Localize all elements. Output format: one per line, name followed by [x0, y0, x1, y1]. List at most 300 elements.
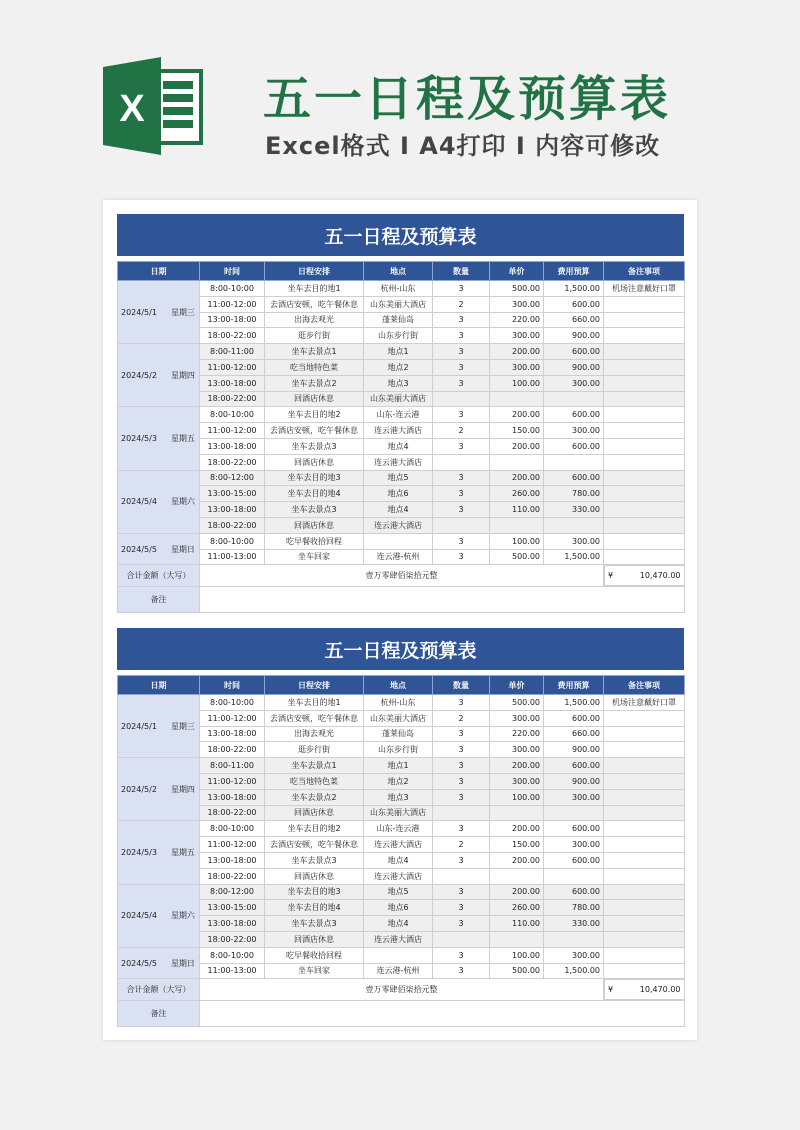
budget-cell[interactable]: 600.00 [544, 710, 604, 726]
qty-cell[interactable] [433, 868, 490, 884]
place-cell[interactable] [364, 533, 433, 549]
qty-cell[interactable] [433, 805, 490, 821]
qty-cell[interactable]: 3 [433, 773, 490, 789]
table-row [118, 726, 685, 742]
table-row [118, 868, 685, 884]
price-cell[interactable]: 200.00 [490, 438, 544, 454]
budget-table [117, 261, 685, 613]
place-cell[interactable]: 连云港大酒店 [364, 931, 433, 947]
column-header: 地点 [364, 262, 433, 281]
budget-cell[interactable]: 300.00 [544, 423, 604, 439]
banner-subtitle: Excel格式 I A4打印 I 内容可修改 [265, 132, 661, 160]
qty-cell[interactable]: 3 [433, 281, 490, 297]
qty-cell[interactable]: 3 [433, 884, 490, 900]
time-cell[interactable]: 11:00-12:00 [200, 837, 265, 853]
remark-cell[interactable] [604, 407, 685, 423]
schedule-cell[interactable]: 坐车去景点2 [265, 375, 364, 391]
qty-cell[interactable]: 3 [433, 312, 490, 328]
budget-cell[interactable]: 330.00 [544, 916, 604, 932]
price-cell[interactable] [490, 454, 544, 470]
schedule-cell[interactable]: 坐车去景点3 [265, 438, 364, 454]
schedule-cell[interactable]: 吃早餐收拾回程 [265, 947, 364, 963]
time-cell[interactable]: 13:00-18:00 [200, 852, 265, 868]
price-cell[interactable] [490, 805, 544, 821]
price-cell[interactable]: 100.00 [490, 789, 544, 805]
notes-label: 备注 [118, 587, 200, 613]
total-words[interactable]: 壹万零肆佰柒拾元整 [200, 565, 604, 587]
qty-cell[interactable]: 3 [433, 758, 490, 774]
total-row [118, 979, 685, 1001]
schedule-cell[interactable]: 吃当地特色菜 [265, 773, 364, 789]
total-amount-cell[interactable] [604, 979, 685, 1000]
budget-cell[interactable]: 600.00 [544, 852, 604, 868]
place-cell[interactable]: 连云港大酒店 [364, 423, 433, 439]
budget-cell[interactable]: 600.00 [544, 884, 604, 900]
place-cell[interactable]: 山东步行街 [364, 742, 433, 758]
schedule-cell[interactable]: 坐车回家 [265, 963, 364, 979]
qty-cell[interactable]: 2 [433, 296, 490, 312]
place-cell[interactable]: 地点6 [364, 900, 433, 916]
schedule-cell[interactable]: 回酒店休息 [265, 391, 364, 407]
remark-cell[interactable] [604, 821, 685, 837]
schedule-cell[interactable]: 坐车去景点3 [265, 502, 364, 518]
date-cell[interactable] [118, 947, 200, 979]
qty-cell[interactable]: 3 [433, 916, 490, 932]
place-cell[interactable]: 连云港-杭州 [364, 549, 433, 565]
price-cell[interactable]: 100.00 [490, 947, 544, 963]
column-header: 日期 [118, 262, 200, 281]
time-cell[interactable]: 11:00-12:00 [200, 359, 265, 375]
place-cell[interactable]: 地点5 [364, 470, 433, 486]
price-cell[interactable] [490, 517, 544, 533]
budget-sheet-1 [117, 214, 684, 613]
time-cell[interactable]: 13:00-18:00 [200, 502, 265, 518]
qty-cell[interactable]: 3 [433, 486, 490, 502]
time-cell[interactable]: 13:00-15:00 [200, 486, 265, 502]
remark-cell[interactable] [604, 454, 685, 470]
table-row [118, 758, 685, 774]
price-cell[interactable]: 200.00 [490, 758, 544, 774]
schedule-cell[interactable]: 吃当地特色菜 [265, 359, 364, 375]
budget-cell[interactable]: 300.00 [544, 533, 604, 549]
schedule-cell[interactable]: 坐车去目的地3 [265, 470, 364, 486]
budget-cell[interactable]: 780.00 [544, 486, 604, 502]
qty-cell[interactable] [433, 454, 490, 470]
remark-cell[interactable] [604, 344, 685, 360]
price-cell[interactable]: 110.00 [490, 502, 544, 518]
remark-cell[interactable] [604, 931, 685, 947]
date-cell[interactable] [118, 884, 200, 947]
time-cell[interactable]: 8:00-11:00 [200, 758, 265, 774]
budget-cell[interactable] [544, 517, 604, 533]
remark-cell[interactable] [604, 312, 685, 328]
total-amount-cell[interactable] [604, 565, 685, 586]
remark-cell[interactable]: 机场注意戴好口罩 [604, 695, 685, 711]
price-cell[interactable]: 300.00 [490, 773, 544, 789]
schedule-cell[interactable]: 坐车去景点1 [265, 344, 364, 360]
qty-cell[interactable]: 3 [433, 821, 490, 837]
table-row [118, 438, 685, 454]
place-cell[interactable]: 连云港大酒店 [364, 517, 433, 533]
price-cell[interactable]: 200.00 [490, 821, 544, 837]
qty-cell[interactable]: 3 [433, 470, 490, 486]
price-cell[interactable]: 200.00 [490, 344, 544, 360]
time-cell[interactable]: 13:00-18:00 [200, 916, 265, 932]
remark-cell[interactable] [604, 710, 685, 726]
remark-cell[interactable] [604, 868, 685, 884]
place-cell[interactable]: 地点3 [364, 789, 433, 805]
remark-cell[interactable] [604, 789, 685, 805]
place-cell[interactable]: 蓬莱仙岛 [364, 312, 433, 328]
schedule-cell[interactable]: 去酒店安顿，吃午餐休息 [265, 710, 364, 726]
time-cell[interactable]: 18:00-22:00 [200, 805, 265, 821]
place-cell[interactable]: 连云港大酒店 [364, 837, 433, 853]
price-cell[interactable]: 500.00 [490, 281, 544, 297]
qty-cell[interactable]: 3 [433, 742, 490, 758]
remark-cell[interactable] [604, 852, 685, 868]
date-cell[interactable] [118, 695, 200, 758]
time-cell[interactable]: 18:00-22:00 [200, 391, 265, 407]
column-header: 数量 [433, 676, 490, 695]
schedule-cell[interactable]: 回酒店休息 [265, 868, 364, 884]
budget-cell[interactable]: 300.00 [544, 375, 604, 391]
date-value: 2024/5/1 [121, 307, 157, 317]
schedule-cell[interactable]: 坐车回家 [265, 549, 364, 565]
qty-cell[interactable]: 2 [433, 837, 490, 853]
column-header: 时间 [200, 262, 265, 281]
remark-cell[interactable] [604, 947, 685, 963]
time-cell[interactable]: 8:00-11:00 [200, 344, 265, 360]
schedule-cell[interactable]: 坐车去景点2 [265, 789, 364, 805]
time-cell[interactable]: 11:00-13:00 [200, 963, 265, 979]
remark-cell[interactable] [604, 375, 685, 391]
place-cell[interactable]: 山东步行街 [364, 328, 433, 344]
time-cell[interactable]: 11:00-12:00 [200, 710, 265, 726]
remark-cell[interactable] [604, 470, 685, 486]
remark-cell[interactable] [604, 517, 685, 533]
time-cell[interactable]: 18:00-22:00 [200, 328, 265, 344]
budget-cell[interactable]: 600.00 [544, 296, 604, 312]
qty-cell[interactable] [433, 517, 490, 533]
budget-cell[interactable]: 900.00 [544, 328, 604, 344]
time-cell[interactable]: 11:00-12:00 [200, 296, 265, 312]
schedule-cell[interactable]: 坐车去景点3 [265, 852, 364, 868]
schedule-cell[interactable]: 回酒店休息 [265, 517, 364, 533]
remark-cell[interactable] [604, 726, 685, 742]
date-value: 2024/5/2 [121, 370, 157, 380]
table-row [118, 963, 685, 979]
place-cell[interactable]: 连云港大酒店 [364, 868, 433, 884]
remark-cell[interactable] [604, 773, 685, 789]
place-cell[interactable]: 地点4 [364, 916, 433, 932]
price-cell[interactable]: 220.00 [490, 726, 544, 742]
qty-cell[interactable] [433, 931, 490, 947]
budget-cell[interactable]: 600.00 [544, 344, 604, 360]
price-cell[interactable]: 220.00 [490, 312, 544, 328]
place-cell[interactable]: 地点3 [364, 375, 433, 391]
time-cell[interactable]: 8:00-10:00 [200, 407, 265, 423]
qty-cell[interactable] [433, 391, 490, 407]
place-cell[interactable]: 地点1 [364, 758, 433, 774]
price-cell[interactable]: 200.00 [490, 407, 544, 423]
price-cell[interactable] [490, 391, 544, 407]
time-cell[interactable]: 13:00-18:00 [200, 375, 265, 391]
schedule-cell[interactable]: 逛步行街 [265, 328, 364, 344]
qty-cell[interactable]: 3 [433, 549, 490, 565]
time-cell[interactable]: 8:00-10:00 [200, 533, 265, 549]
price-cell[interactable] [490, 931, 544, 947]
date-cell[interactable] [118, 407, 200, 470]
budget-cell[interactable]: 600.00 [544, 470, 604, 486]
date-cell[interactable] [118, 533, 200, 565]
budget-cell[interactable]: 600.00 [544, 438, 604, 454]
schedule-cell[interactable]: 出海去观光 [265, 726, 364, 742]
remark-cell[interactable] [604, 359, 685, 375]
time-cell[interactable]: 18:00-22:00 [200, 931, 265, 947]
date-cell[interactable] [118, 344, 200, 407]
remark-cell[interactable]: 机场注意戴好口罩 [604, 281, 685, 297]
remark-cell[interactable] [604, 391, 685, 407]
place-cell[interactable]: 地点4 [364, 502, 433, 518]
budget-cell[interactable]: 900.00 [544, 773, 604, 789]
time-cell[interactable]: 11:00-13:00 [200, 549, 265, 565]
table-row [118, 916, 685, 932]
price-cell[interactable]: 300.00 [490, 359, 544, 375]
place-cell[interactable]: 山东-连云港 [364, 821, 433, 837]
time-cell[interactable]: 18:00-22:00 [200, 454, 265, 470]
price-cell[interactable]: 110.00 [490, 916, 544, 932]
place-cell[interactable]: 地点5 [364, 884, 433, 900]
table-row [118, 900, 685, 916]
place-cell[interactable] [364, 947, 433, 963]
place-cell[interactable]: 连云港-杭州 [364, 963, 433, 979]
weekday-value: 星期日 [170, 958, 195, 968]
place-cell[interactable]: 地点4 [364, 852, 433, 868]
price-cell[interactable]: 300.00 [490, 710, 544, 726]
date-cell[interactable] [118, 758, 200, 821]
weekday-value: 星期五 [170, 847, 195, 857]
place-cell[interactable]: 杭州-山东 [364, 281, 433, 297]
qty-cell[interactable]: 3 [433, 328, 490, 344]
schedule-cell[interactable]: 去酒店安顿，吃午餐休息 [265, 296, 364, 312]
budget-cell[interactable]: 600.00 [544, 821, 604, 837]
schedule-cell[interactable]: 坐车去目的地4 [265, 900, 364, 916]
budget-cell[interactable]: 660.00 [544, 312, 604, 328]
time-cell[interactable]: 8:00-12:00 [200, 470, 265, 486]
table-row [118, 407, 685, 423]
budget-cell[interactable] [544, 391, 604, 407]
remark-cell[interactable] [604, 549, 685, 565]
budget-cell[interactable] [544, 868, 604, 884]
budget-cell[interactable]: 300.00 [544, 789, 604, 805]
budget-cell[interactable]: 1,500.00 [544, 963, 604, 979]
remark-cell[interactable] [604, 884, 685, 900]
place-cell[interactable]: 连云港大酒店 [364, 454, 433, 470]
qty-cell[interactable]: 3 [433, 963, 490, 979]
column-header: 日程安排 [265, 262, 364, 281]
place-cell[interactable]: 地点6 [364, 486, 433, 502]
schedule-cell[interactable]: 回酒店休息 [265, 805, 364, 821]
remark-cell[interactable] [604, 837, 685, 853]
price-cell[interactable]: 200.00 [490, 884, 544, 900]
place-cell[interactable]: 地点2 [364, 773, 433, 789]
time-cell[interactable]: 18:00-22:00 [200, 517, 265, 533]
time-cell[interactable]: 13:00-15:00 [200, 900, 265, 916]
schedule-cell[interactable]: 坐车去目的地2 [265, 407, 364, 423]
budget-cell[interactable]: 600.00 [544, 758, 604, 774]
qty-cell[interactable]: 3 [433, 789, 490, 805]
budget-cell[interactable]: 300.00 [544, 947, 604, 963]
time-cell[interactable]: 13:00-18:00 [200, 726, 265, 742]
header-row [118, 676, 685, 695]
budget-cell[interactable]: 780.00 [544, 900, 604, 916]
qty-cell[interactable]: 3 [433, 900, 490, 916]
remark-cell[interactable] [604, 486, 685, 502]
schedule-cell[interactable]: 回酒店休息 [265, 454, 364, 470]
qty-cell[interactable]: 3 [433, 375, 490, 391]
budget-cell[interactable]: 900.00 [544, 742, 604, 758]
remark-cell[interactable] [604, 963, 685, 979]
time-cell[interactable]: 13:00-18:00 [200, 789, 265, 805]
date-cell[interactable] [118, 281, 200, 344]
time-cell[interactable]: 8:00-10:00 [200, 695, 265, 711]
qty-cell[interactable]: 3 [433, 344, 490, 360]
place-cell[interactable]: 山东美丽大酒店 [364, 296, 433, 312]
schedule-cell[interactable]: 坐车去目的地1 [265, 281, 364, 297]
qty-cell[interactable]: 3 [433, 359, 490, 375]
schedule-cell[interactable]: 去酒店安顿，吃午餐休息 [265, 423, 364, 439]
qty-cell[interactable]: 3 [433, 407, 490, 423]
time-cell[interactable]: 8:00-10:00 [200, 947, 265, 963]
table-row [118, 533, 685, 549]
time-cell[interactable]: 8:00-12:00 [200, 884, 265, 900]
price-cell[interactable]: 500.00 [490, 695, 544, 711]
price-cell[interactable]: 100.00 [490, 375, 544, 391]
time-cell[interactable]: 18:00-22:00 [200, 742, 265, 758]
remark-cell[interactable] [604, 438, 685, 454]
budget-cell[interactable] [544, 931, 604, 947]
table-row [118, 344, 685, 360]
time-cell[interactable]: 13:00-18:00 [200, 312, 265, 328]
notes-input[interactable] [200, 587, 685, 613]
time-cell[interactable]: 8:00-10:00 [200, 821, 265, 837]
budget-cell[interactable]: 300.00 [544, 837, 604, 853]
place-cell[interactable]: 蓬莱仙岛 [364, 726, 433, 742]
qty-cell[interactable]: 3 [433, 438, 490, 454]
schedule-cell[interactable]: 坐车去目的地2 [265, 821, 364, 837]
remark-cell[interactable] [604, 296, 685, 312]
remark-cell[interactable] [604, 758, 685, 774]
table-row [118, 502, 685, 518]
schedule-cell[interactable]: 坐车去目的地3 [265, 884, 364, 900]
budget-cell[interactable]: 330.00 [544, 502, 604, 518]
notes-row [118, 1001, 685, 1027]
remark-cell[interactable] [604, 900, 685, 916]
column-header: 数量 [433, 262, 490, 281]
time-cell[interactable]: 18:00-22:00 [200, 868, 265, 884]
table-row [118, 805, 685, 821]
total-words[interactable]: 壹万零肆佰柒拾元整 [200, 979, 604, 1001]
budget-cell[interactable]: 1,500.00 [544, 695, 604, 711]
date-cell[interactable] [118, 470, 200, 533]
schedule-cell[interactable]: 逛步行街 [265, 742, 364, 758]
time-cell[interactable]: 11:00-12:00 [200, 773, 265, 789]
schedule-cell[interactable]: 坐车去景点1 [265, 758, 364, 774]
notes-input[interactable] [200, 1001, 685, 1027]
place-cell[interactable]: 地点1 [364, 344, 433, 360]
price-cell[interactable]: 500.00 [490, 549, 544, 565]
price-cell[interactable]: 150.00 [490, 837, 544, 853]
qty-cell[interactable]: 3 [433, 947, 490, 963]
schedule-cell[interactable]: 吃早餐收拾回程 [265, 533, 364, 549]
time-cell[interactable]: 11:00-12:00 [200, 423, 265, 439]
schedule-cell[interactable]: 回酒店休息 [265, 931, 364, 947]
price-cell[interactable] [490, 868, 544, 884]
remark-cell[interactable] [604, 502, 685, 518]
price-cell[interactable]: 100.00 [490, 533, 544, 549]
budget-cell[interactable] [544, 805, 604, 821]
date-cell[interactable] [118, 821, 200, 884]
time-cell[interactable]: 13:00-18:00 [200, 438, 265, 454]
price-cell[interactable]: 300.00 [490, 328, 544, 344]
total-amount: 10,470.00 [639, 985, 681, 995]
schedule-cell[interactable]: 去酒店安顿，吃午餐休息 [265, 837, 364, 853]
place-cell[interactable]: 山东美丽大酒店 [364, 391, 433, 407]
price-cell[interactable]: 200.00 [490, 852, 544, 868]
qty-cell[interactable]: 3 [433, 695, 490, 711]
currency-symbol: ¥ [608, 985, 614, 995]
remark-cell[interactable] [604, 805, 685, 821]
remark-cell[interactable] [604, 916, 685, 932]
column-header: 日程安排 [265, 676, 364, 695]
remark-cell[interactable] [604, 423, 685, 439]
time-cell[interactable]: 8:00-10:00 [200, 281, 265, 297]
place-cell[interactable]: 山东-连云港 [364, 407, 433, 423]
price-cell[interactable]: 260.00 [490, 900, 544, 916]
price-cell[interactable]: 150.00 [490, 423, 544, 439]
qty-cell[interactable]: 3 [433, 852, 490, 868]
qty-cell[interactable]: 3 [433, 726, 490, 742]
place-cell[interactable]: 山东美丽大酒店 [364, 805, 433, 821]
price-cell[interactable]: 300.00 [490, 296, 544, 312]
budget-cell[interactable]: 900.00 [544, 359, 604, 375]
schedule-cell[interactable]: 坐车去景点3 [265, 916, 364, 932]
schedule-cell[interactable]: 坐车去目的地1 [265, 695, 364, 711]
place-cell[interactable]: 杭州-山东 [364, 695, 433, 711]
qty-cell[interactable]: 2 [433, 423, 490, 439]
remark-cell[interactable] [604, 533, 685, 549]
budget-cell[interactable] [544, 454, 604, 470]
budget-cell[interactable]: 1,500.00 [544, 549, 604, 565]
budget-cell[interactable]: 1,500.00 [544, 281, 604, 297]
qty-cell[interactable]: 3 [433, 502, 490, 518]
place-cell[interactable]: 地点4 [364, 438, 433, 454]
price-cell[interactable]: 500.00 [490, 963, 544, 979]
budget-cell[interactable]: 660.00 [544, 726, 604, 742]
remark-cell[interactable] [604, 742, 685, 758]
qty-cell[interactable]: 2 [433, 710, 490, 726]
budget-cell[interactable]: 600.00 [544, 407, 604, 423]
remark-cell[interactable] [604, 328, 685, 344]
place-cell[interactable]: 山东美丽大酒店 [364, 710, 433, 726]
price-cell[interactable]: 200.00 [490, 470, 544, 486]
place-cell[interactable]: 地点2 [364, 359, 433, 375]
qty-cell[interactable]: 3 [433, 533, 490, 549]
price-cell[interactable]: 260.00 [490, 486, 544, 502]
schedule-cell[interactable]: 坐车去目的地4 [265, 486, 364, 502]
price-cell[interactable]: 300.00 [490, 742, 544, 758]
schedule-cell[interactable]: 出海去观光 [265, 312, 364, 328]
